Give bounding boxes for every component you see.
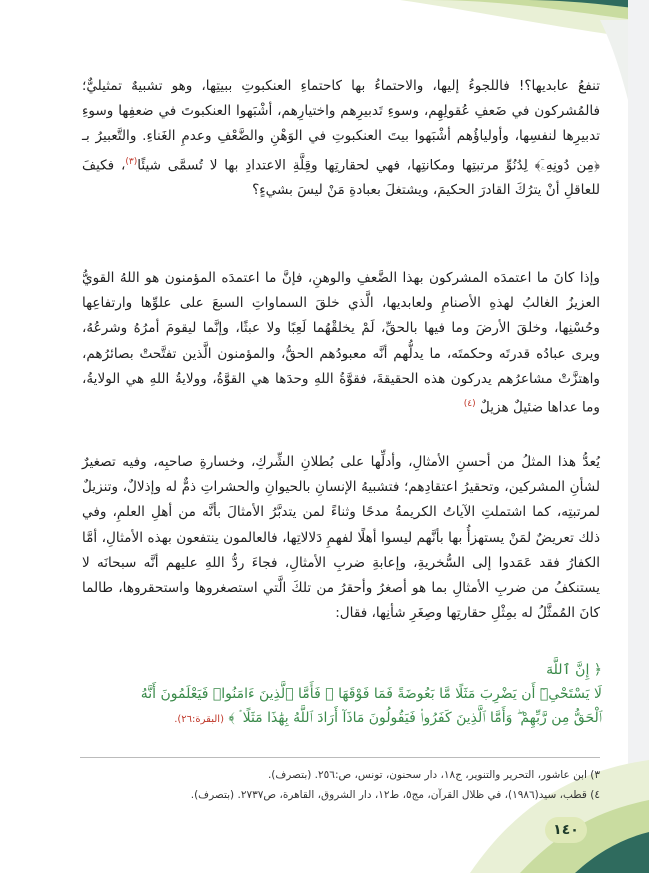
quran-verse-line-1 [80, 658, 602, 682]
paragraph-1-tail: ، فكيفَ للعاقلِ أنْ يترُكَ القادرَ الحكيمَ، ويشتغلَ بعبادةِ مَنْ ليسَ بشيءٍ؟ [82, 157, 600, 199]
footnote-4-text: ٤) قطب، سيد(١٩٨٦)، في ظلال القرآن، مج٥، ط١٢، دار الشروق، القاهرة، ص٢٧٣٧. (بتصرف). [190, 789, 600, 801]
footnote-ref-3[interactable]: (٣) [125, 156, 138, 167]
footnote-3 [82, 766, 600, 784]
paragraph-1 [82, 74, 600, 204]
verse-line-3-text: ٱلْحَقُّ مِن رَّبِّهِمْ ۖ وَأَمَّا ٱلَّذِينَ كَفَرُوا۟ فَيَقُولُونَ مَاذَآ أَرَادَ ٱللَّهُ بِهَٰذَا مَثَلًا ۘ ﴾ [228, 710, 602, 726]
verse-line-2-text: لَا يَسْتَحْىِۦٓ أَن يَضْرِبَ مَثَلًا مَّا بَعُوضَةً فَمَا فَوْقَهَا ۚ فَأَمَّا ٱلَّذِينَ ءَامَنُوا۟ فَيَعْلَمُونَ أَنَّهُ [140, 686, 602, 702]
footnote-3-text: ٣) ابن عاشور، التحرير والتنوير، ج١٨، دار سحنون، تونس، ص:٢٥٦. (بتصرف). [267, 769, 600, 781]
footnote-ref-4[interactable]: (٤) [463, 399, 476, 410]
page-number-badge [545, 817, 587, 843]
verse-line-1-text: ﴿ إِنَّ ٱللَّهَ [546, 662, 602, 678]
paragraph-2 [82, 266, 600, 421]
paragraph-3 [82, 450, 600, 626]
paragraph-3-text: يُعدُّ هذا المثلُ من أحسنِ الأمثالِ، وأدلِّها على بُطلانِ الشِّركِ، وخسارةِ صاحبِه، وفيه تصغيرٌ لشأنِ المشركين، وتحقيرُ اعتقادِهم؛ فتشبيهُ الإنسانِ بالحيوانِ والحشراتِ ذمٌّ له وإذلالٌ، وتنزيلٌ لمرتبتِه، كما اشتملتِ الآياتُ الكريمةُ مدحًا وثناءً لمن يتدبَّرُ الأمثالَ بأنَّه من أهلِ العلمِ، وفي ذلك تعريضٌ لمَنْ يستهزأُ بها بأنَّهم ليسوا أهلًا لفهمِ دَلالاتِها، فالعالمون ينتفعون بهذه الأمثالِ، أمَّا الكفارُ فقد عَمَدوا إلى السُّخريةِ، وإعابةِ ضربِ الأمثالِ، فجاءَ ردُّ اللهِ عليهم أنَّه سبحانَه لا يستنكفُ من ضربِ الأمثالِ بما هو أصغرُ وأحقرُ من تلكَ الَّتي استصغروها واستحقروها، طالما كانَ المُمثَّلُ له بمِثْلِ حقارتِها وصِغَرِ شأنِها، فقال: [82, 454, 600, 622]
quran-verse-line-3 [80, 706, 602, 732]
paragraph-2-text: وإذا كانَ ما اعتمدَه المشركون بهذا الضَّعفِ والوهنِ، فإنَّ ما اعتمدَه المؤمنون هو اللهُ القويُّ العزيزُ الغالبُ لهذهِ الأصنامِ ولعابديها، الَّذي خلقَ السماواتِ السبعَ على علوِّها وارتفاعِها وحُسْنِها، وخلقَ الأرضَ وما فيها بالحقِّ، لَمْ يخلقْهُما لَعِبًا ولا عبثًا، وإنَّما ليقومَ أمرُهُ وشرعُهُ، ويرى عبادُه قدرتَه وحكمتَه، ما يدلُّهم أنَّه معبودُهم الحقُّ، والمؤمنون الَّذين تفتَّحتْ بصائرُهم، واهتزَّتْ مشاعرُهم يدركون هذه الحقيقةَ، فقوَّةُ اللهِ وحدَها هي القوَّةُ، وولايةُ اللهِ هي الولايةُ، وما عداها ضئيلٌ هزيلٌ [82, 270, 600, 416]
verse-citation: (البقرة:٢٦). [174, 714, 224, 725]
quran-verse-line-2 [80, 682, 602, 706]
footnote-4 [82, 786, 600, 804]
page-number: ١٤٠ [553, 822, 579, 838]
footnote-divider [80, 757, 600, 758]
paragraph-1-text: تنفعُ عابديها؟! فاللجوءُ إليها، والاحتماءُ بها كاحتماءِ العنكبوتِ ببيتِها، وهو تشبيهٌ تمثيليٌّ؛ فالمُشركون في ضَعفِ عُقولِهِم، وسوءِ تَدبيرِهم واختيارِهم، أشْبَهوا العنكبوتَ في ضعفِها وسوءِ تدبيرِها لنفسِها، وأولياؤُهم أشْبَهوا بيتَ العنكبوتِ في الوَهْنِ والضَّعْفِ وعدمِ الغَناءِ. والتَّعبيرُ بـ ﴿مِن دُونِهِۦٓ﴾ لِدُنُوِّ مرتبتِها ومكانتِها، فهي لحقارتِها وقِلَّةِ الاعتدادِ بها لا تُسمَّى شيئًا [82, 78, 600, 174]
